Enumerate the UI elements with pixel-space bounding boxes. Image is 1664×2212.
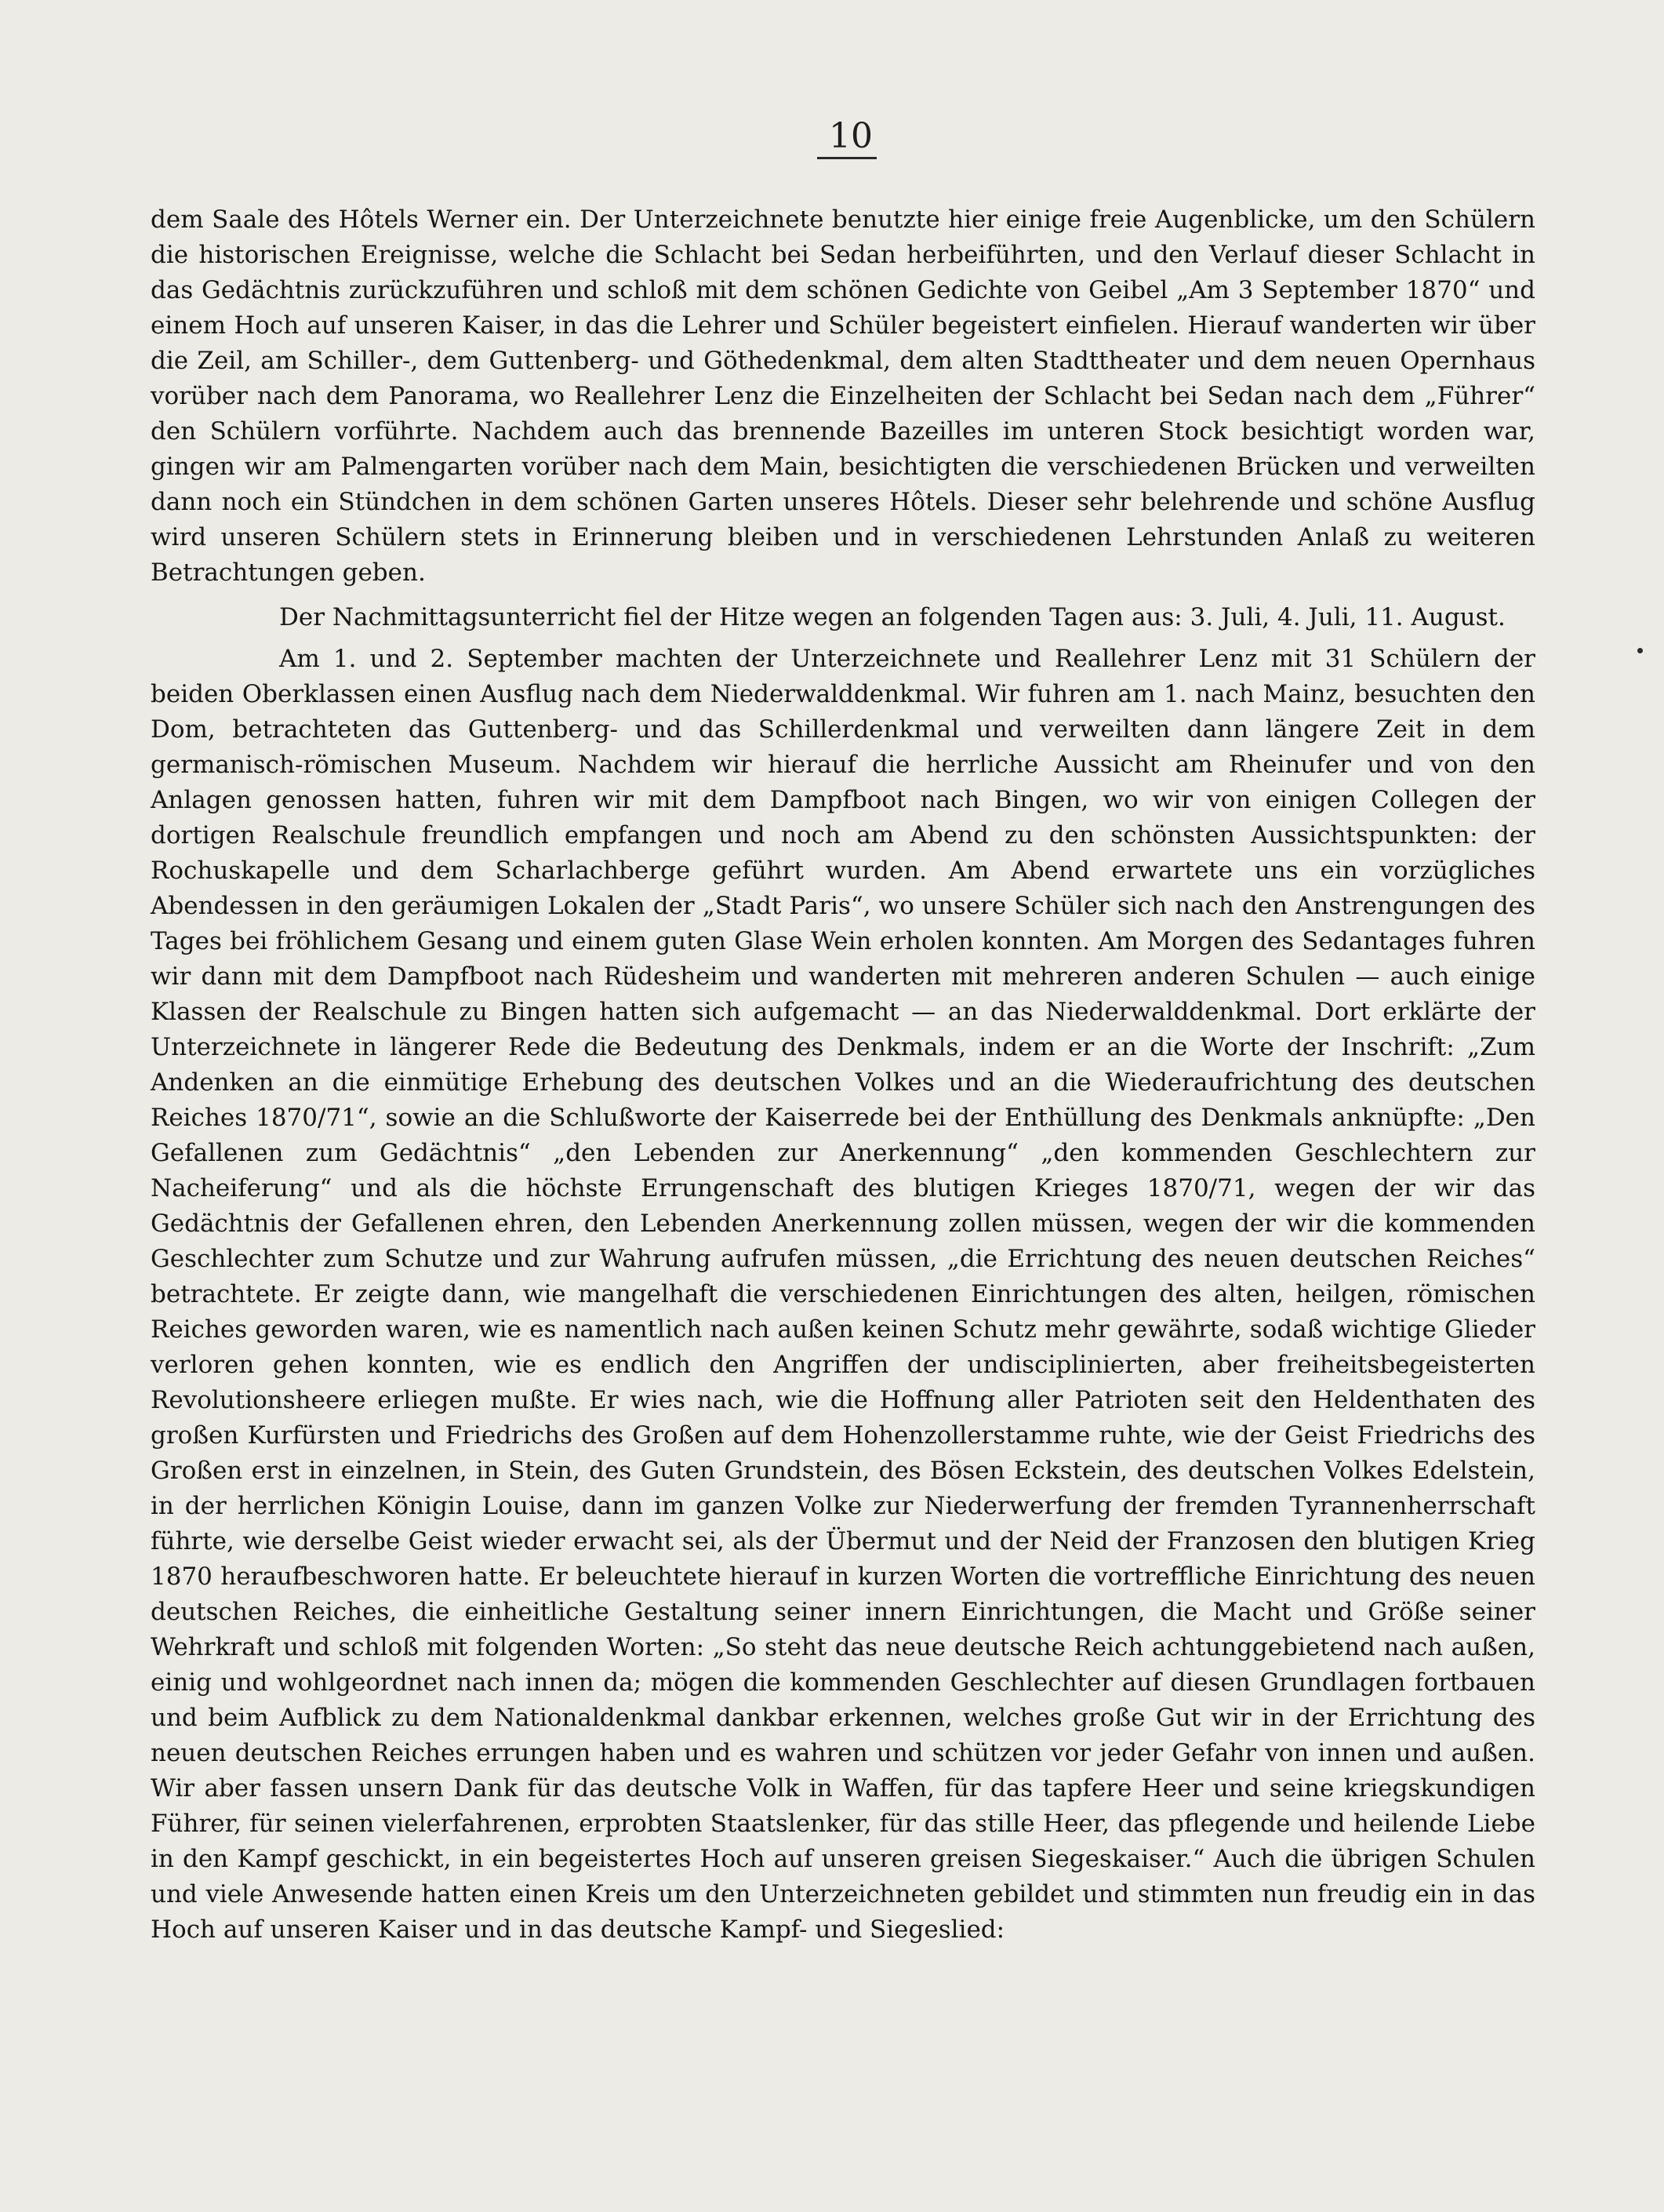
ink-speck [1637, 648, 1643, 653]
paragraph-afternoon-lessons: Der Nachmittagsunterricht fiel der Hitze wegen an folgenden Tagen aus: 3. Juli, 4. Juli, 11. August. [279, 603, 1506, 631]
body-text [151, 202, 1535, 1948]
page-number: 10 [829, 116, 873, 156]
paragraph-frankfurt-excursion: dem Saale des Hôtels Werner ein. Der Unterzeichnete benutzte hier einige freie Augenblicke, um den Schülern die historischen Ereignisse, welche die Schlacht bei Sedan herbeiführten, und den Verlauf dieser Schlacht in das Gedächtnis zurückzuführen und schloß mit dem schönen Gedichte von Geibel „Am 3 September 1870“ und einem Hoch auf unseren Kaiser, in das die Lehrer und Schüler begeistert einfielen. Hierauf wanderten wir über die Zeil, am Schiller-, dem Guttenberg- und Göthedenkmal, dem alten Stadttheater und dem neuen Opernhaus vorüber nach dem Panorama, wo Reallehrer Lenz die Einzelheiten der Schlacht bei Sedan nach dem „Führer“ den Schülern vorführte. Nachdem auch das brennende Bazeilles im unteren Stock besichtigt worden war, gingen wir am Palmengarten vorüber nach dem Main, besichtigten die verschiedenen Brücken und verweilten dann noch ein Stündchen in dem schönen Garten unseres Hôtels. Dieser sehr belehrende und schöne Ausflug wird unseren Schülern stets in Erinnerung bleiben und in verschiedenen Lehrstunden Anlaß zu weiteren Betrachtungen geben. [151, 206, 1535, 587]
page-number-underline [817, 157, 877, 159]
paragraph-niederwald-excursion: Am 1. und 2. September machten der Unterzeichnete und Reallehrer Lenz mit 31 Schülern der beiden Oberklassen einen Ausflug nach dem Niederwalddenkmal. Wir fuhren am 1. nach Mainz, besuchten den Dom, betrachteten das Guttenberg- und das Schillerdenkmal und verweilten dann längere Zeit in dem germanisch-römischen Museum. Nachdem wir hierauf die herrliche Aussicht am Rheinufer und von den Anlagen genossen hatten, fuhren wir mit dem Dampfboot nach Bingen, wo wir von einigen Collegen der dortigen Realschule freundlich empfangen und noch am Abend zu den schönsten Aussichtspunkten: der Rochuskapelle und dem Scharlachberge geführt wurden. Am Abend erwartete uns ein vorzügliches Abendessen in den geräumigen Lokalen der „Stadt Paris“, wo unsere Schüler sich nach den Anstrengungen des Tages bei fröhlichem Gesang und einem guten Glase Wein erholen konnten. Am Morgen des Sedantages fuhren wir dann mit dem Dampfboot nach Rüdesheim und wanderten mit mehreren anderen Schulen — auch einige Klassen der Realschule zu Bingen hatten sich aufgemacht — an das Niederwalddenkmal. Dort erklärte der Unterzeichnete in längerer Rede die Bedeutung des Denkmals, indem er an die Worte der Inschrift: „Zum Andenken an die einmütige Erhebung des deutschen Volkes und an die Wiederaufrichtung des deutschen Reiches 1870/71“, sowie an die Schlußworte der Kaiserrede bei der Enthüllung des Denkmals anknüpfte: „Den Gefallenen zum Gedächtnis“ „den Lebenden zur Anerkennung“ „den kommenden Geschlechtern zur Nacheiferung“ und als die höchste Errungenschaft des blutigen Krieges 1870/71, wegen der wir das Gedächtnis der Gefallenen ehren, den Lebenden Anerkennung zollen müssen, wegen der wir die kommenden Geschlechter zum Schutze und zur Wahrung aufrufen müssen, „die Errichtung des neuen deutschen Reiches“ betrachtete. Er zeigte dann, wie mangelhaft die verschiedenen Einrichtungen des alten, heilgen, römischen Reiches geworden waren, wie es namentlich nach außen keinen Schutz mehr gewährte, sodaß wichtige Glieder verloren gehen konnten, wie es endlich den Angriffen der undisciplinierten, aber freiheitsbegeisterten Revolutionsheere erliegen mußte. Er wies nach, wie die Hoffnung aller Patrioten seit den Heldenthaten des großen Kurfürsten und Friedrichs des Großen auf dem Hohenzollerstamme ruhte, wie der Geist Friedrichs des Großen erst in einzelnen, in Stein, des Guten Grundstein, des Bösen Eckstein, des deutschen Volkes Edelstein, in der herrlichen Königin Louise, dann im ganzen Volke zur Niederwerfung der fremden Tyrannenherrschaft führte, wie derselbe Geist wieder erwacht sei, als der Übermut und der Neid der Franzosen den blutigen Krieg 1870 heraufbeschworen hatte. Er beleuchtete hierauf in kurzen Worten die vortreffliche Einrichtung des neuen deutschen Reiches, die einheitliche Gestaltung seiner innern Einrichtungen, die Macht und Größe seiner Wehrkraft und schloß mit folgenden Worten: „So steht das neue deutsche Reich achtunggebietend nach außen, einig und wohlgeordnet nach innen da; mögen die kommenden Geschlechter auf diesen Grundlagen fortbauen und beim Aufblick zu dem Nationaldenkmal dankbar erkennen, welches große Gut wir in der Errichtung des neuen deutschen Reiches errungen haben und es wahren und schützen vor jeder Gefahr von innen und außen. Wir aber fassen unsern Dank für das deutsche Volk in Waffen, für das tapfere Heer und seine kriegskundigen Führer, für seinen vielerfahrenen, erprobten Staatslenker, für das stille Heer, das pflegende und heilende Liebe in den Kampf geschickt, in ein begeistertes Hoch auf unseren greisen Siegeskaiser.“ Auch die übrigen Schulen und viele Anwesende hatten einen Kreis um den Unterzeichneten gebildet und stimmten nun freudig ein in das Hoch auf unseren Kaiser und in das deutsche Kampf- und Siegeslied: [151, 645, 1535, 1944]
